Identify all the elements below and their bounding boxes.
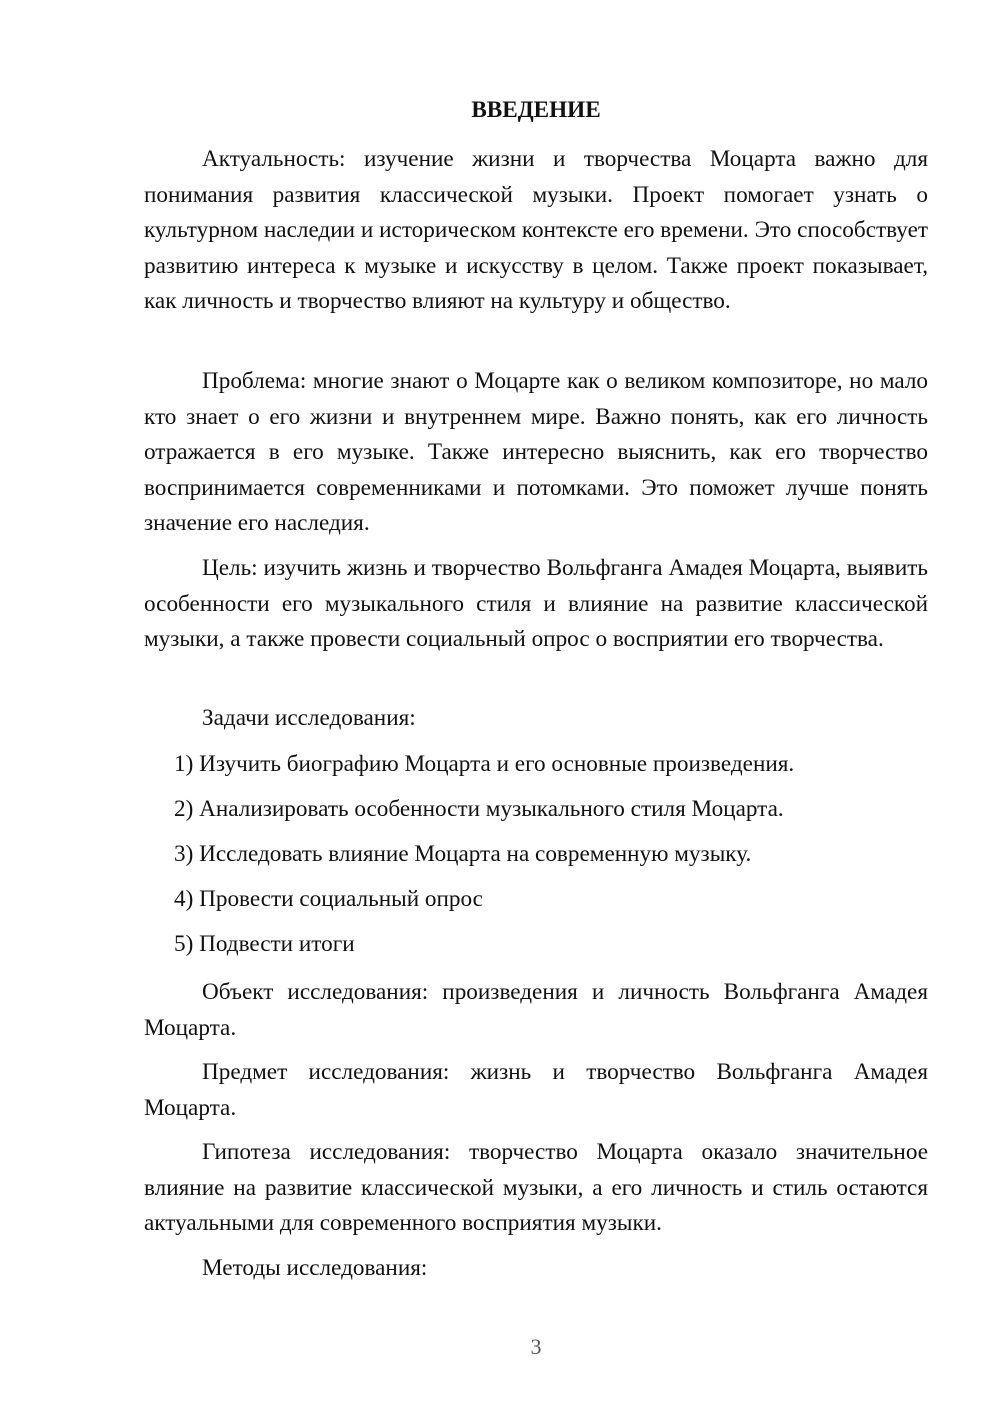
section-heading: ВВЕДЕНИЕ — [471, 97, 601, 123]
page-number: 3 — [530, 1334, 542, 1359]
problem-paragraph: Проблема: многие знают о Моцарте как о великом композиторе, но мало кто знает о его жизни и внутреннем мире. Важно понять, как его личность отражается в его музыке. Также интересно выяснить, как его творчество воспринимается современниками и потомками. Это поможет лучше понять значение его наследия. — [144, 368, 928, 536]
task-item: 4) Провести социальный опрос — [174, 886, 483, 912]
subject-paragraph: Предмет исследования: жизнь и творчество Вольфганга Амадея Моцарта. — [144, 1059, 928, 1121]
hypothesis-paragraph: Гипотеза исследования: творчество Моцарта оказало значительное влияние на развитие классической музыки, а его личность и стиль остаются актуальными для современного восприятия музыки. — [144, 1139, 928, 1236]
goal-paragraph: Цель: изучить жизнь и творчество Вольфганга Амадея Моцарта, выявить особенности его музыкального стиля и влияние на развитие классической музыки, а также провести социальный опрос о восприятии его творчества. — [144, 555, 928, 652]
task-item: 5) Подвести итоги — [174, 931, 355, 957]
object-paragraph: Объект исследования: произведения и личность Вольфганга Амадея Моцарта. — [144, 979, 928, 1041]
tasks-title: Задачи исследования: — [202, 705, 416, 731]
relevance-paragraph: Актуальность: изучение жизни и творчества Моцарта важно для понимания развития классической музыки. Проект помогает узнать о культурном наследии и историческом контексте его времени. Это способствует развитию интереса к музыке и искусству в целом. Также проект показывает, как личность и творчество влияют на культуру и общество. — [144, 146, 928, 314]
task-item: 2) Анализировать особенности музыкального стиля Моцарта. — [174, 796, 784, 822]
task-item: 1) Изучить биографию Моцарта и его основные произведения. — [174, 751, 795, 777]
methods-title: Методы исследования: — [202, 1255, 428, 1281]
task-item: 3) Исследовать влияние Моцарта на современную музыку. — [174, 841, 752, 867]
